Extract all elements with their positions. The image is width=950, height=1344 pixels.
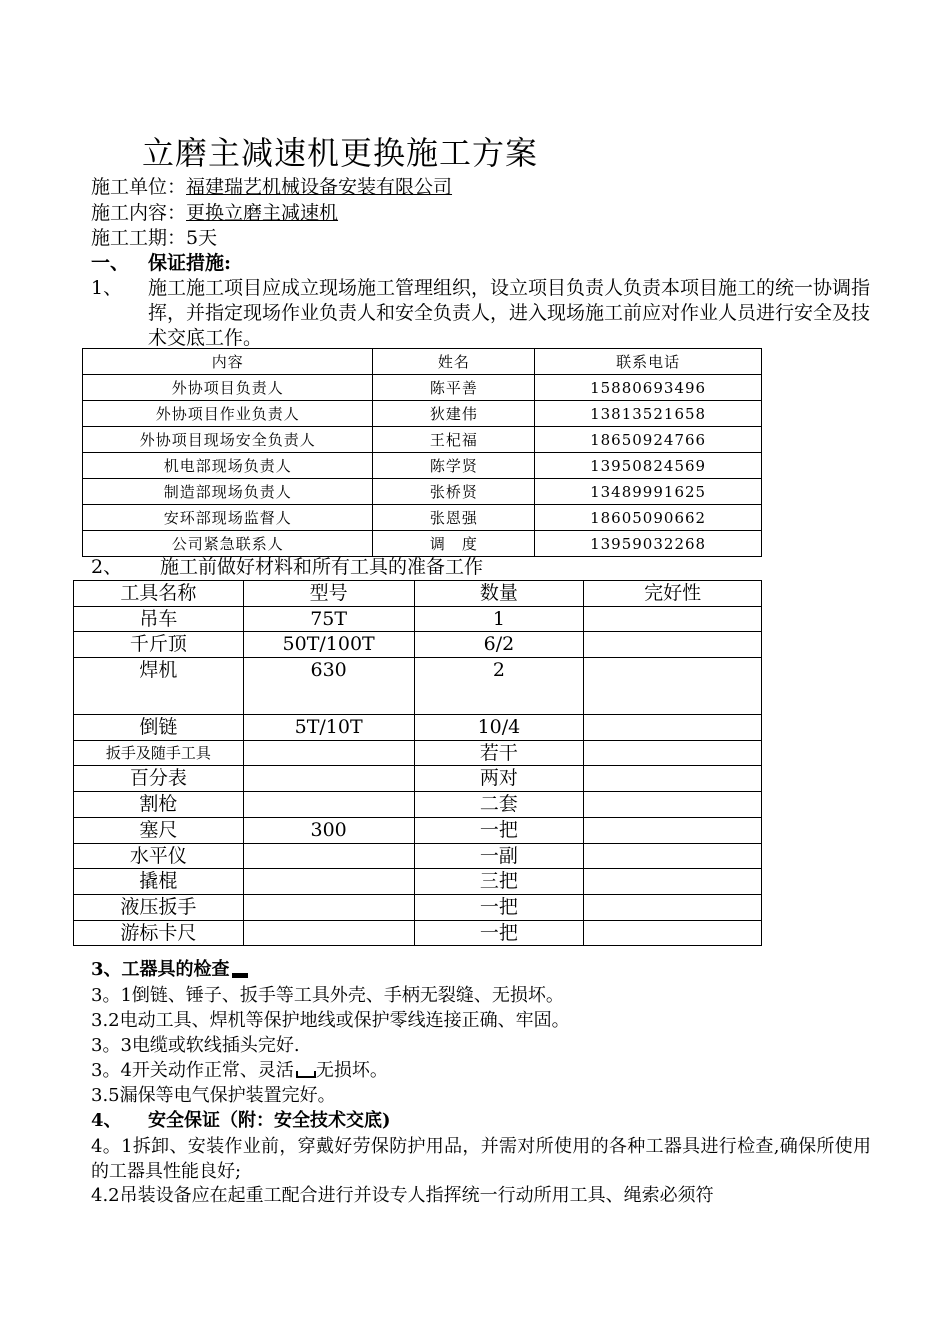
- section4-para1: 4。1拆卸、安装作业前，穿戴好劳保防护用品，并需对所使用的各种工器具进行检查,确保所使用的工器具性能良好;: [91, 1136, 871, 1182]
- role-cell: 外协项目现场安全负责人: [83, 427, 373, 453]
- role-cell: 公司紧急联系人: [83, 531, 373, 557]
- tool-qty-cell: 一把: [414, 894, 584, 920]
- tool-model-cell: 50T/100T: [243, 632, 414, 658]
- unit-label: 施工单位：: [91, 176, 187, 198]
- tool-condition-cell: [584, 843, 762, 869]
- tool-name-cell: 塞尺: [74, 817, 244, 843]
- construction-period-line: [91, 226, 217, 250]
- phone-cell: 15880693496: [535, 375, 762, 401]
- tool-condition-cell: [584, 869, 762, 895]
- section4-number: 4、: [91, 1110, 122, 1131]
- table-row: [83, 427, 762, 453]
- tools-header-cell: 工具名称: [74, 581, 244, 607]
- section3-line4-part1: 3。4开关动作正常、灵活: [91, 1060, 294, 1081]
- tool-condition-cell: [584, 658, 762, 715]
- table-row: [74, 792, 762, 818]
- section3-line5: 3.5漏保等电气保护装置完好。: [91, 1085, 336, 1106]
- tool-name-cell: 液压扳手: [74, 894, 244, 920]
- table-row: [74, 920, 762, 946]
- section4-heading: [91, 1109, 391, 1133]
- tool-qty-cell: 一副: [414, 843, 584, 869]
- table-row: [74, 606, 762, 632]
- role-cell: 机电部现场负责人: [83, 453, 373, 479]
- tool-name-cell: 撬棍: [74, 869, 244, 895]
- tool-model-cell: [243, 894, 414, 920]
- phone-cell: 18605090662: [535, 505, 762, 531]
- section3-line4-part2: 无损坏。: [315, 1060, 388, 1081]
- section1-heading: [91, 251, 232, 275]
- table-row: [83, 453, 762, 479]
- phone-cell: 13489991625: [535, 479, 762, 505]
- tool-name-cell: 割枪: [74, 792, 244, 818]
- name-cell: 陈学贤: [373, 453, 535, 479]
- section4-para2: 4.2吊装设备应在起重工配合进行并设专人指挥统一行动所用工具、绳索必须符: [91, 1185, 714, 1206]
- tool-name-cell: 焊机: [74, 658, 244, 715]
- period-value: 5天: [186, 227, 218, 249]
- table-row: [83, 479, 762, 505]
- tool-name-cell: 吊车: [74, 606, 244, 632]
- phone-cell: 13813521658: [535, 401, 762, 427]
- tool-qty-cell: 2: [414, 658, 584, 715]
- name-cell: 张恩强: [373, 505, 535, 531]
- section3-line2: 3.2电动工具、焊机等保护地线或保护零线连接正确、牢固。: [91, 1010, 570, 1031]
- tool-qty-cell: 10/4: [414, 715, 584, 741]
- tool-qty-cell: 若干: [414, 740, 584, 766]
- tool-name-cell: 百分表: [74, 766, 244, 792]
- name-cell: 王杞福: [373, 427, 535, 453]
- item2-text: 施工前做好材料和所有工具的准备工作: [160, 556, 484, 578]
- tool-qty-cell: 6/2: [414, 632, 584, 658]
- table-row: [74, 869, 762, 895]
- contacts-header-cell: 姓名: [373, 349, 535, 375]
- section3-title: 3、工器具的检查: [91, 959, 230, 980]
- table-row: [74, 658, 762, 715]
- role-cell: 安环部现场监督人: [83, 505, 373, 531]
- name-cell: 陈平善: [373, 375, 535, 401]
- role-cell: 外协项目作业负责人: [83, 401, 373, 427]
- section3-line1: 3。1倒链、锤子、扳手等工具外壳、手柄无裂缝、无损坏。: [91, 985, 564, 1006]
- tool-qty-cell: 一把: [414, 817, 584, 843]
- tool-qty-cell: 二套: [414, 792, 584, 818]
- tool-model-cell: [243, 869, 414, 895]
- tools-table: [73, 580, 762, 946]
- item1-number: 1、: [91, 277, 123, 299]
- contacts-table: [82, 348, 762, 557]
- formatting-mark-icon: [232, 973, 248, 978]
- tool-qty-cell: 两对: [414, 766, 584, 792]
- table-row: [74, 632, 762, 658]
- table-row: [83, 505, 762, 531]
- tool-condition-cell: [584, 817, 762, 843]
- contacts-header-row: [83, 349, 762, 375]
- tools-header-cell: 数量: [414, 581, 584, 607]
- tool-condition-cell: [584, 715, 762, 741]
- contacts-header-cell: 联系电话: [535, 349, 762, 375]
- tool-condition-cell: [584, 740, 762, 766]
- tool-model-cell: 5T/10T: [243, 715, 414, 741]
- construction-unit-line: [91, 175, 452, 199]
- phone-cell: 18650924766: [535, 427, 762, 453]
- item2-number: 2、: [91, 556, 123, 578]
- table-row: [74, 894, 762, 920]
- tool-model-cell: [243, 843, 414, 869]
- table-row: [83, 401, 762, 427]
- phone-cell: 13950824569: [535, 453, 762, 479]
- section3-line3: 3。3电缆或软线插头完好.: [91, 1035, 300, 1056]
- tool-qty-cell: 三把: [414, 869, 584, 895]
- document-title: 立磨主减速机更换施工方案: [142, 134, 539, 172]
- tool-condition-cell: [584, 894, 762, 920]
- table-row: [74, 843, 762, 869]
- section1-number: 一、: [91, 252, 130, 274]
- tool-condition-cell: [584, 766, 762, 792]
- tool-model-cell: [243, 920, 414, 946]
- name-cell: 狄建伟: [373, 401, 535, 427]
- section3-heading: [91, 958, 248, 982]
- tool-model-cell: 630: [243, 658, 414, 715]
- tools-header-cell: 完好性: [584, 581, 762, 607]
- tool-qty-cell: 一把: [414, 920, 584, 946]
- tool-condition-cell: [584, 920, 762, 946]
- tools-header-cell: 型号: [243, 581, 414, 607]
- unit-value: 福建瑞艺机械设备安装有限公司: [186, 176, 453, 198]
- tool-model-cell: [243, 766, 414, 792]
- content-value: 更换立磨主减速机: [186, 202, 339, 224]
- table-row: [74, 817, 762, 843]
- tool-name-cell: 游标卡尺: [74, 920, 244, 946]
- table-row: [74, 766, 762, 792]
- table-row: [83, 375, 762, 401]
- name-cell: 张桥贤: [373, 479, 535, 505]
- role-cell: 制造部现场负责人: [83, 479, 373, 505]
- tools-header-row: [74, 581, 762, 607]
- tool-qty-cell: 1: [414, 606, 584, 632]
- phone-cell: 13959032268: [535, 531, 762, 557]
- table-row: [74, 715, 762, 741]
- formatting-mark-icon: [296, 1071, 316, 1078]
- section4-title: 安全保证（附：安全技术交底): [148, 1110, 391, 1131]
- section1-title: 保证措施:: [148, 252, 232, 274]
- section3-line4: [91, 1059, 388, 1083]
- construction-content-line: [91, 201, 338, 225]
- tool-name-cell: 千斤顶: [74, 632, 244, 658]
- tool-condition-cell: [584, 632, 762, 658]
- tool-name-cell: 倒链: [74, 715, 244, 741]
- period-label: 施工工期：: [91, 227, 187, 249]
- role-cell: 外协项目负责人: [83, 375, 373, 401]
- table-row: [74, 740, 762, 766]
- item1-text: 施工施工项目应成立现场施工管理组织，设立项目负责人负责本项目施工的统一协调指挥，并指定现场作业负责人和安全负责人，进入现场施工前应对作业人员进行安全及技术交底工作。: [148, 277, 871, 349]
- tool-name-cell: 水平仪: [74, 843, 244, 869]
- tool-name-cell: 扳手及随手工具: [74, 740, 244, 766]
- tool-model-cell: [243, 792, 414, 818]
- content-label: 施工内容：: [91, 202, 187, 224]
- tool-model-cell: [243, 740, 414, 766]
- tool-condition-cell: [584, 792, 762, 818]
- tool-model-cell: 75T: [243, 606, 414, 632]
- tool-condition-cell: [584, 606, 762, 632]
- name-cell: 调 度: [373, 531, 535, 557]
- tool-model-cell: 300: [243, 817, 414, 843]
- contacts-header-cell: 内容: [83, 349, 373, 375]
- table-row: [83, 531, 762, 557]
